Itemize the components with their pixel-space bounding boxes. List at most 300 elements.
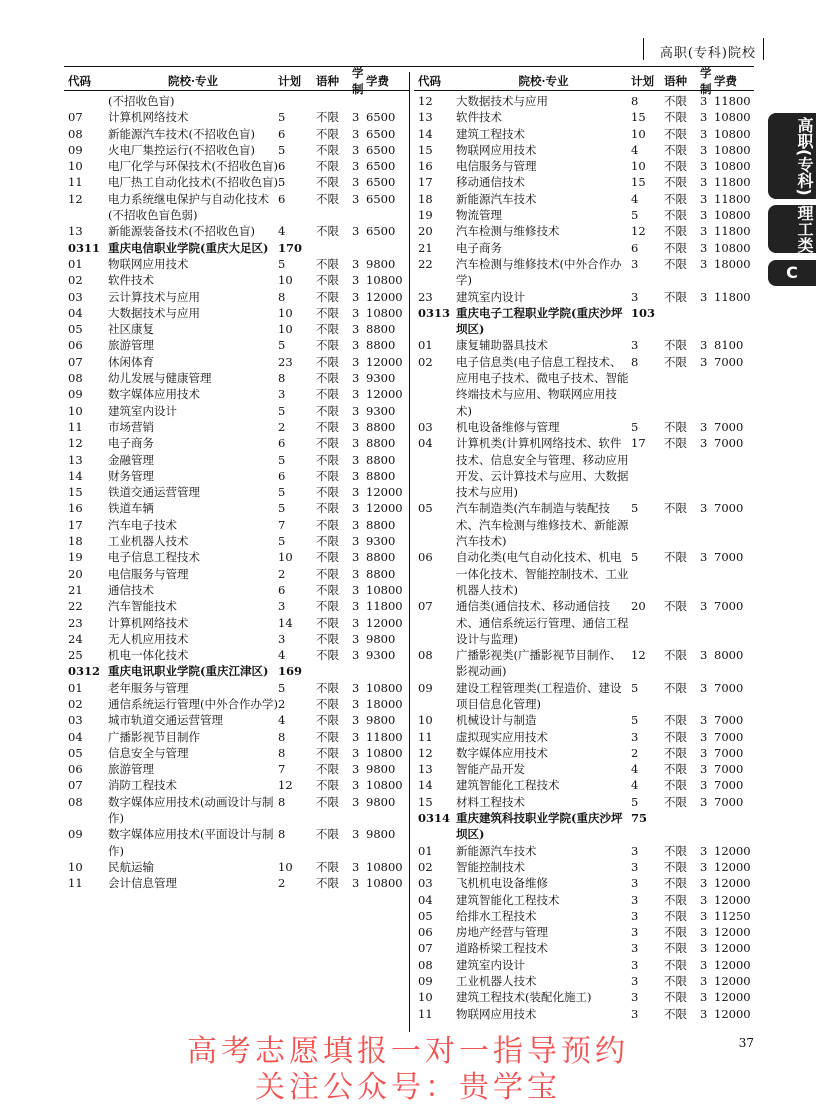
row-duration: 3 <box>700 745 708 760</box>
row-lang: 不限 <box>664 94 687 108</box>
row-code: 10 <box>418 713 433 728</box>
row-duration: 3 <box>700 794 708 809</box>
row-code: 22 <box>68 599 83 614</box>
row-lang: 不限 <box>316 419 339 434</box>
row-fee: 8800 <box>366 322 396 337</box>
table-row <box>64 289 409 305</box>
row-duration: 3 <box>352 305 360 320</box>
table-row <box>64 321 409 337</box>
row-plan: 3 <box>631 859 639 874</box>
row-fee: 11800 <box>714 175 751 190</box>
row-lang: 不限 <box>316 371 339 386</box>
row-name: 电厂化学与环保技术(不招收色盲) <box>108 159 278 174</box>
row-lang: 不限 <box>316 403 339 418</box>
row-lang: 不限 <box>664 778 687 793</box>
row-name: (不招收色盲) <box>108 94 175 108</box>
row-duration: 3 <box>352 159 360 174</box>
school-row <box>64 663 409 679</box>
row-fee: 11800 <box>714 191 751 206</box>
row-fee: 12000 <box>714 974 751 989</box>
header-bar-left <box>643 38 644 60</box>
table-row <box>64 598 409 614</box>
row-plan: 6 <box>278 436 286 451</box>
row-fee: 10800 <box>366 778 403 793</box>
table-row <box>64 794 409 827</box>
row-plan: 3 <box>631 974 639 989</box>
row-lang <box>316 93 352 109</box>
row-lang: 不限 <box>664 1006 687 1021</box>
row-lang: 不限 <box>316 289 339 304</box>
row-fee: 10800 <box>366 305 403 320</box>
row-lang: 不限 <box>316 534 339 549</box>
row-duration <box>352 93 366 109</box>
table-row <box>64 435 409 451</box>
row-duration: 3 <box>352 827 360 842</box>
row-duration: 3 <box>700 94 708 108</box>
table-row <box>414 989 754 1005</box>
row-plan: 3 <box>631 289 639 304</box>
row-name: 数字媒体应用技术(动画设计与制作) <box>108 794 274 826</box>
row-plan: 10 <box>278 550 293 565</box>
row-duration: 3 <box>700 1006 708 1021</box>
row-fee: 18000 <box>366 696 403 711</box>
table-row <box>414 761 754 777</box>
row-code: 03 <box>68 289 83 304</box>
row-duration: 3 <box>352 289 360 304</box>
row-lang: 不限 <box>316 517 339 532</box>
table-row <box>414 419 754 435</box>
row-lang: 不限 <box>664 224 687 239</box>
row-plan: 75 <box>631 811 648 826</box>
watermark-line-2: 关注公众号：贵学宝 <box>255 1070 561 1105</box>
header-duration: 学制 <box>700 66 712 96</box>
row-code: 11 <box>68 175 83 190</box>
row-fee: 10800 <box>714 208 751 223</box>
row-lang: 不限 <box>664 338 687 353</box>
row-plan: 2 <box>631 745 639 760</box>
row-fee: 12000 <box>366 485 403 500</box>
row-plan: 10 <box>631 126 646 141</box>
row-fee: 7000 <box>714 762 744 777</box>
table-row <box>414 892 754 908</box>
row-plan: 5 <box>278 256 286 271</box>
row-plan: 6 <box>278 159 286 174</box>
row-lang: 不限 <box>664 648 687 663</box>
row-lang: 不限 <box>664 175 687 190</box>
table-row <box>64 777 409 793</box>
row-plan: 6 <box>278 126 286 141</box>
row-code: 25 <box>68 648 83 663</box>
header-code: 代码 <box>68 74 91 88</box>
row-plan: 5 <box>278 485 286 500</box>
row-duration: 3 <box>700 289 708 304</box>
row-name: 飞机机电设备维修 <box>456 876 548 891</box>
row-name: 建筑智能化工程技术 <box>456 892 560 907</box>
row-fee: 10800 <box>714 240 751 255</box>
row-name: 道路桥梁工程技术 <box>456 941 548 956</box>
row-plan: 8 <box>278 794 286 809</box>
row-duration: 3 <box>352 403 360 418</box>
row-lang: 不限 <box>664 191 687 206</box>
table-row <box>64 582 409 598</box>
table-row <box>414 940 754 956</box>
row-fee: 7000 <box>714 680 744 695</box>
row-plan: 8 <box>631 354 639 369</box>
row-code: 09 <box>68 387 83 402</box>
table-row <box>64 712 409 728</box>
row-code: 18 <box>418 191 433 206</box>
row-fee: 7000 <box>714 794 744 809</box>
row-name: 城市轨道交通运营管理 <box>108 713 223 728</box>
row-duration: 3 <box>352 175 360 190</box>
table-row <box>414 973 754 989</box>
table-row <box>414 435 754 500</box>
left-column <box>64 66 409 892</box>
row-code: 15 <box>68 485 83 500</box>
school-row <box>414 810 754 843</box>
table-row <box>414 337 754 353</box>
row-lang: 不限 <box>316 599 339 614</box>
row-duration: 3 <box>352 322 360 337</box>
row-code: 05 <box>68 745 83 760</box>
row-fee: 7000 <box>714 778 744 793</box>
row-duration: 3 <box>352 452 360 467</box>
row-name: 建筑工程技术 <box>456 126 525 141</box>
row-plan: 5 <box>278 680 286 695</box>
table-row <box>414 109 754 125</box>
side-tab-letter: C <box>768 260 816 286</box>
row-code: 21 <box>418 240 433 255</box>
row-plan: 5 <box>631 794 639 809</box>
table-row <box>64 826 409 859</box>
header-bar-right <box>763 38 764 60</box>
row-code: 06 <box>68 762 83 777</box>
row-name: 消防工程技术 <box>108 778 177 793</box>
row-name: 会计信息管理 <box>108 876 177 891</box>
table-row <box>64 109 409 125</box>
row-fee: 9300 <box>366 371 396 386</box>
row-code: 22 <box>418 256 433 271</box>
table-row <box>414 794 754 810</box>
row-name: 财务管理 <box>108 468 154 483</box>
row-duration: 3 <box>352 582 360 597</box>
row-fee: 12000 <box>714 990 751 1005</box>
row-code: 02 <box>68 696 83 711</box>
row-plan: 3 <box>631 256 639 271</box>
row-plan: 3 <box>631 338 639 353</box>
table-row <box>64 158 409 174</box>
table-row <box>414 549 754 598</box>
row-lang: 不限 <box>664 419 687 434</box>
row-code: 09 <box>418 974 433 989</box>
row-code: 16 <box>68 501 83 516</box>
row-lang: 不限 <box>664 256 687 271</box>
row-lang: 不限 <box>316 175 339 190</box>
row-lang: 不限 <box>664 941 687 956</box>
table-row <box>414 777 754 793</box>
row-code: 16 <box>418 159 433 174</box>
row-fee: 11250 <box>714 908 751 923</box>
row-plan: 17 <box>631 436 646 451</box>
row-plan: 8 <box>278 289 286 304</box>
row-plan: 4 <box>631 191 639 206</box>
table-row <box>64 419 409 435</box>
row-lang: 不限 <box>316 827 339 842</box>
row-name: 电子信息工程技术 <box>108 550 200 565</box>
row-fee <box>366 93 410 109</box>
row-name: 机械设计与制造 <box>456 713 537 728</box>
table-row <box>414 207 754 223</box>
row-lang: 不限 <box>316 566 339 581</box>
row-fee: 7000 <box>714 599 744 614</box>
row-plan: 2 <box>278 566 286 581</box>
table-row <box>64 631 409 647</box>
table-row <box>414 957 754 973</box>
row-plan: 6 <box>278 468 286 483</box>
row-plan: 2 <box>278 876 286 891</box>
row-code: 09 <box>68 142 83 157</box>
row-lang: 不限 <box>664 794 687 809</box>
row-duration: 3 <box>352 371 360 386</box>
table-row <box>64 533 409 549</box>
row-code: 12 <box>418 94 433 108</box>
row-plan: 3 <box>631 843 639 858</box>
row-plan: 12 <box>278 778 293 793</box>
table-row <box>414 924 754 940</box>
table-row <box>64 191 409 224</box>
row-lang: 不限 <box>664 974 687 989</box>
row-name: 通信类(通信技术、移动通信技术、通信系统运行管理、通信工程设计与监理) <box>456 599 629 646</box>
row-fee: 8800 <box>366 419 396 434</box>
row-plan: 103 <box>631 305 656 320</box>
row-plan: 5 <box>278 142 286 157</box>
table-row <box>414 598 754 647</box>
row-duration: 3 <box>352 566 360 581</box>
header-fee: 学费 <box>366 74 389 88</box>
row-fee: 7000 <box>714 501 744 516</box>
row-name: 重庆电信职业学院(重庆大足区) <box>108 240 269 255</box>
row-fee: 8800 <box>366 436 396 451</box>
row-fee: 7000 <box>714 354 744 369</box>
row-code: 09 <box>68 827 83 842</box>
row-lang <box>664 305 700 338</box>
row-plan: 4 <box>631 142 639 157</box>
table-row <box>64 337 409 353</box>
row-duration: 3 <box>700 142 708 157</box>
row-lang: 不限 <box>316 859 339 874</box>
row-name: 汽车检测与维修技术(中外合作办学) <box>456 256 622 288</box>
row-name: 计算机网络技术 <box>108 615 189 630</box>
row-code: 13 <box>68 224 83 239</box>
row-code: 01 <box>418 843 433 858</box>
table-row <box>64 272 409 288</box>
row-code: 23 <box>68 615 83 630</box>
row-plan: 23 <box>278 354 293 369</box>
row-name: 计算机网络技术 <box>108 110 189 125</box>
table-row <box>414 745 754 761</box>
row-code: 15 <box>418 142 433 157</box>
row-code: 06 <box>68 338 83 353</box>
row-plan: 7 <box>278 517 286 532</box>
table-row <box>64 174 409 190</box>
row-name: 电子信息类(电子信息工程技术、应用电子技术、微电子技术、智能终端技术与应用、物联网应用技术) <box>456 354 629 418</box>
row-code: 09 <box>418 680 433 695</box>
row-fee: 7000 <box>714 729 744 744</box>
row-plan: 3 <box>278 599 286 614</box>
row-name: 火电厂集控运行(不招收色盲) <box>108 142 255 157</box>
row-plan: 6 <box>278 582 286 597</box>
row-lang: 不限 <box>664 126 687 141</box>
row-name: 广播影视节目制作 <box>108 729 200 744</box>
row-fee: 12000 <box>366 387 403 402</box>
row-code: 20 <box>68 566 83 581</box>
row-plan: 8 <box>278 745 286 760</box>
row-name: 幼儿发展与健康管理 <box>108 371 212 386</box>
row-fee <box>366 240 410 256</box>
row-lang: 不限 <box>664 436 687 451</box>
row-lang: 不限 <box>316 159 339 174</box>
table-row <box>64 696 409 712</box>
row-fee: 7000 <box>714 713 744 728</box>
table-row <box>414 256 754 289</box>
table-row <box>414 729 754 745</box>
row-lang: 不限 <box>316 191 339 206</box>
row-duration: 3 <box>352 696 360 711</box>
row-duration: 3 <box>352 762 360 777</box>
row-lang: 不限 <box>316 142 339 157</box>
row-fee <box>714 305 758 338</box>
row-code: 17 <box>418 175 433 190</box>
row-plan: 2 <box>278 696 286 711</box>
row-lang: 不限 <box>664 957 687 972</box>
row-code: 10 <box>418 990 433 1005</box>
left-table-header <box>64 66 409 96</box>
row-code: 0314 <box>418 811 451 826</box>
row-duration: 3 <box>700 338 708 353</box>
table-row <box>414 354 754 419</box>
row-plan: 5 <box>631 680 639 695</box>
row-fee: 9800 <box>366 631 396 646</box>
row-plan: 3 <box>278 387 286 402</box>
row-code: 01 <box>68 256 83 271</box>
table-row <box>414 191 754 207</box>
row-duration: 3 <box>700 240 708 255</box>
row-lang: 不限 <box>316 387 339 402</box>
right-column <box>414 66 754 1022</box>
row-code: 03 <box>418 876 433 891</box>
table-row <box>414 908 754 924</box>
row-duration: 3 <box>700 159 708 174</box>
row-code: 17 <box>68 517 83 532</box>
table-row <box>64 452 409 468</box>
row-plan: 5 <box>278 501 286 516</box>
row-plan: 8 <box>278 371 286 386</box>
header-lang: 语种 <box>316 74 339 88</box>
row-plan: 8 <box>278 729 286 744</box>
row-lang: 不限 <box>316 582 339 597</box>
row-lang: 不限 <box>664 729 687 744</box>
row-code: 03 <box>418 419 433 434</box>
row-duration: 3 <box>700 550 708 565</box>
table-row <box>414 240 754 256</box>
row-plan: 15 <box>631 110 646 125</box>
row-code: 14 <box>68 468 83 483</box>
row-name: 通信技术 <box>108 582 154 597</box>
row-name: 旅游管理 <box>108 762 154 777</box>
row-name: 电信服务与管理 <box>456 159 537 174</box>
row-plan: 5 <box>278 175 286 190</box>
row-fee: 6500 <box>366 110 396 125</box>
row-name: 汽车检测与维修技术 <box>456 224 560 239</box>
row-name: 铁道车辆 <box>108 501 154 516</box>
row-duration: 3 <box>700 224 708 239</box>
row-name: 建筑室内设计 <box>456 957 525 972</box>
row-lang: 不限 <box>664 159 687 174</box>
table-row <box>64 354 409 370</box>
row-duration: 3 <box>352 468 360 483</box>
row-duration: 3 <box>352 534 360 549</box>
row-name: 智能控制技术 <box>456 859 525 874</box>
row-code: 08 <box>418 648 433 663</box>
row-fee: 9300 <box>366 648 396 663</box>
row-duration: 3 <box>700 110 708 125</box>
table-row <box>64 256 409 272</box>
row-name: 工业机器人技术 <box>456 974 537 989</box>
row-fee: 10800 <box>366 876 403 891</box>
row-fee: 12000 <box>714 859 751 874</box>
row-lang: 不限 <box>316 256 339 271</box>
row-code: 04 <box>418 892 433 907</box>
header-plan: 计划 <box>278 74 301 88</box>
row-fee: 8800 <box>366 550 396 565</box>
row-code: 04 <box>68 729 83 744</box>
header-plan: 计划 <box>631 74 654 88</box>
row-duration: 3 <box>700 892 708 907</box>
row-plan: 4 <box>631 762 639 777</box>
row-name: 给排水工程技术 <box>456 908 537 923</box>
row-duration: 3 <box>700 208 708 223</box>
row-plan: 8 <box>631 94 639 108</box>
row-lang: 不限 <box>316 126 339 141</box>
row-plan: 170 <box>278 240 303 255</box>
row-name: 软件技术 <box>108 273 154 288</box>
row-fee: 7000 <box>714 745 744 760</box>
row-lang: 不限 <box>664 208 687 223</box>
row-name: 建筑室内设计 <box>108 403 177 418</box>
table-row <box>414 126 754 142</box>
row-code: 0311 <box>68 240 101 255</box>
table-row <box>414 1006 754 1022</box>
row-name: 休闲体育 <box>108 354 154 369</box>
header-lang: 语种 <box>664 74 687 88</box>
row-plan: 3 <box>631 990 639 1005</box>
row-fee: 6500 <box>366 142 396 157</box>
row-fee: 12000 <box>714 925 751 940</box>
row-code: 02 <box>418 354 433 369</box>
row-name: 数字媒体应用技术 <box>456 745 548 760</box>
row-code: 12 <box>68 191 83 206</box>
row-name: 金融管理 <box>108 452 154 467</box>
row-lang: 不限 <box>316 696 339 711</box>
row-plan: 5 <box>278 110 286 125</box>
row-duration: 3 <box>700 778 708 793</box>
row-code: 20 <box>418 224 433 239</box>
row-name: 电厂热工自动化技术(不招收色盲) <box>108 175 278 190</box>
row-code: 11 <box>68 419 83 434</box>
table-row <box>64 93 409 109</box>
row-code: 10 <box>68 403 83 418</box>
header-code: 代码 <box>418 74 441 88</box>
